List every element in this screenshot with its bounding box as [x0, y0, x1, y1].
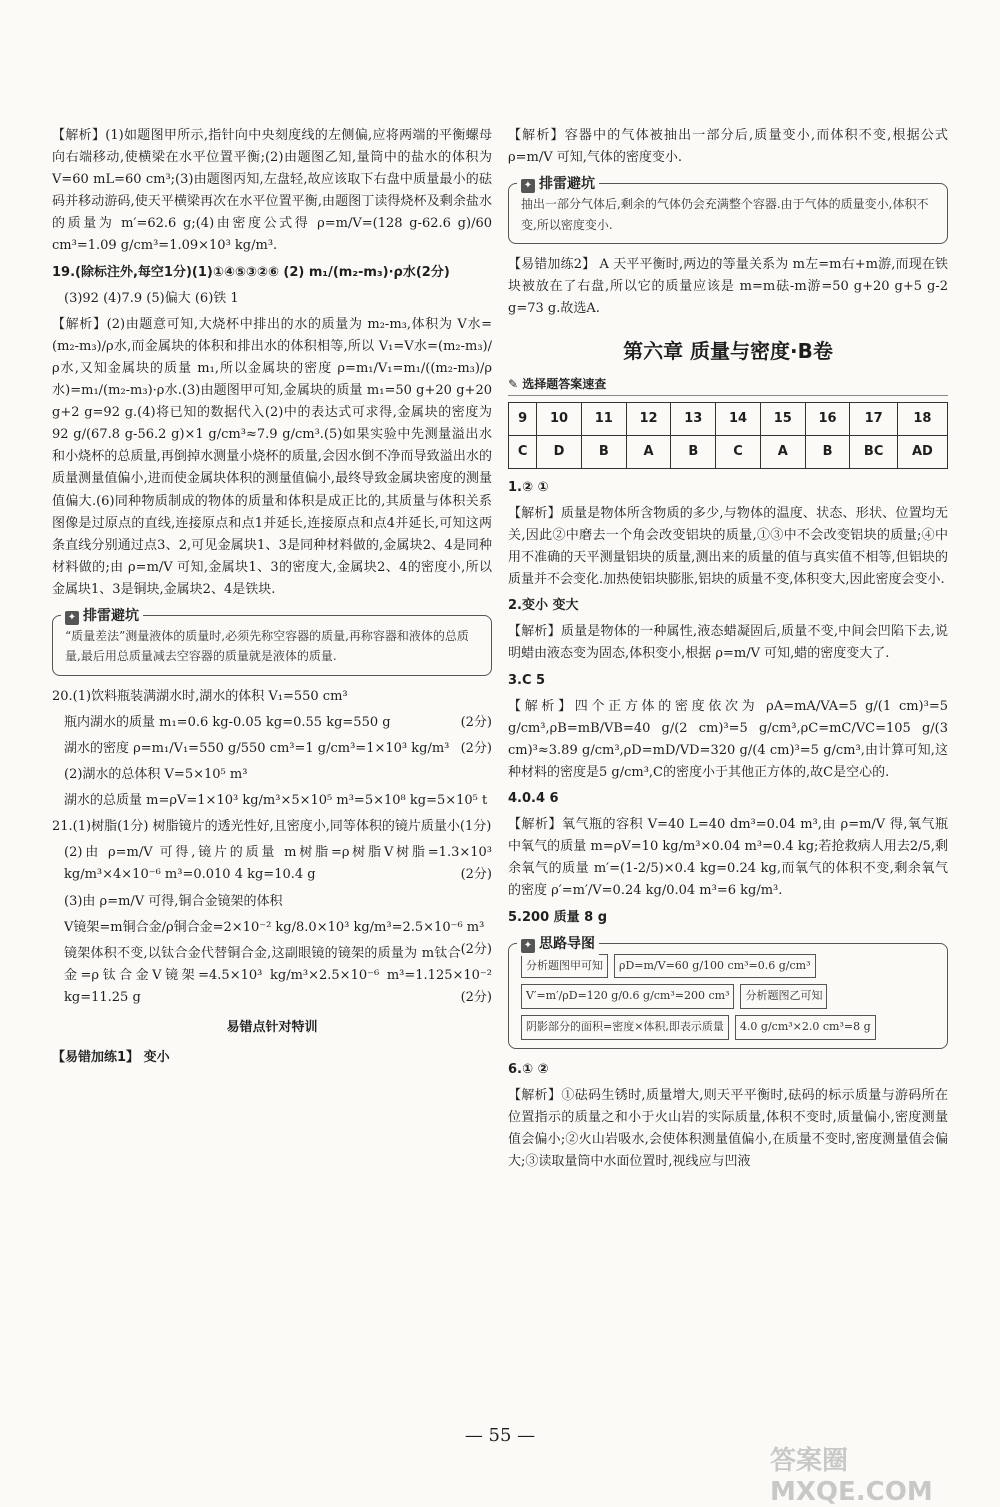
- q19-head: 19.(除标注外,每空1分)(1)①④⑤③②⑥ (2) m₁/(m₂-m₃)·ρ水(2分): [52, 264, 450, 280]
- mind-map-title: ✦ 思路导图: [517, 933, 599, 957]
- q20-line1: 20.(1)饮料瓶装满湖水时,湖水的体积 V₁=550 cm³: [52, 688, 348, 704]
- paragraph: 【解析】(1)如题图甲所示,指针向中央刻度线的左侧偏,应将两端的平衡螺母向右端移动,使横梁在水平位置平衡;(2)由题图乙知,量筒中的盐水的体积为 V=60 mL=60 cm³;(3)由题图丙知,左盘轻,故应该取下右盘中质量最小的砝码并移动游码,使天平横梁再次在水平位置平衡,由题图丁读得烧杯及剩余盐水的质量为 m′=62.6 g;(4)由密度公式得 ρ=m/V=(128 g-62.6 g)/60 cm³=1.09 g/cm³=1.09×10³ kg/m³.: [52, 128, 492, 254]
- chapter-title: 第六章 质量与密度·B卷: [623, 339, 833, 364]
- q3-answer: 3.C 5: [508, 672, 546, 688]
- mind-node: 阴影部分的面积=密度×体积,即表示质量: [521, 1015, 729, 1040]
- tip-box: [508, 176, 948, 244]
- q4-answer: 4.0.4 6: [508, 791, 559, 807]
- q19-answers: (3)92 (4)7.9 (5)偏大 (6)铁 1: [64, 290, 239, 306]
- mind-map-icon: ✦: [521, 939, 535, 953]
- mind-node: ρD=m/V=60 g/100 cm³=0.6 g/cm³: [614, 954, 816, 979]
- q2-answer: 2.变小 变大: [508, 598, 579, 614]
- q21-line1: 21.(1)树脂(1分) 树脂镜片的透光性好,且密度小,同等体积的镜片质量小(1分): [52, 819, 492, 835]
- right-column: [508, 125, 948, 1177]
- left-column: [52, 125, 492, 1073]
- q21-line5: 镜架体积不变,以钛合金代替铜合金,这副眼镜的镜架的质量为 m钛合金=ρ钛合金V镜架=4.5×10³ kg/m³×2.5×10⁻⁶ m³=1.125×10⁻² kg=11.25 g (2分): [64, 945, 492, 1005]
- q6-answer: 6.① ②: [508, 1061, 549, 1077]
- tip-box: [52, 607, 492, 676]
- q21-line4: V镜架=m铜合金/ρ铜合金=2×10⁻² kg/8.0×10³ kg/m³=2.5×10⁻⁶ m³ (2分): [64, 919, 492, 957]
- tip-box-title: ✦ 排雷避坑: [61, 605, 143, 629]
- watermark: 答案圈 MXQE.COM: [770, 1446, 933, 1507]
- answer-table: [508, 402, 948, 469]
- q3-analysis: 【解析】四个正方体的密度依次为 ρA=mA/VA=5 g/(1 cm)³=5 g/cm³,ρB=mB/VB=40 g/(2 cm)³=5 g/cm³,ρC=mC/VC=105 g/(3 cm)³≈3.89 g/cm³,ρD=mD/VD=320 g/(4 cm)³=5 g/cm³,由计算可知,这种材料的密度是5 g/cm³,C的密度小于其他正方体的,故C是空心的.: [508, 698, 948, 780]
- tip-icon: ✦: [65, 611, 79, 625]
- answer-table-answers: C D B A B C A B BC AD: [509, 435, 948, 468]
- paragraph: 【解析】容器中的气体被抽出一部分后,质量变小,而体积不变,根据公式 ρ=m/V 可知,气体的密度变小.: [508, 128, 948, 166]
- q5-answer: 5.200 质量 8 g: [508, 909, 608, 925]
- q21-line3: (3)由 ρ=m/V 可得,铜合金镜架的体积: [64, 893, 283, 909]
- answer-table-numbers: 9 10 11 12 13 14 15 16 17 18: [509, 402, 948, 435]
- q1-analysis: 【解析】质量是物体所含物质的多少,与物体的温度、状态、形状、位置均无关,因此②中磨去一个角会改变铝块的质量,①③中不会改变铝块的质量;④中用不准确的天平测量铝块的质量,测出来的质量的值与真实值不相等,但铝块的质量并不会变化.加热使铝块膨胀,铝块的质量不变,体积变大,因此密度会变小.: [508, 505, 948, 588]
- special-title: 易错点针对特训: [226, 1019, 318, 1035]
- mind-node: 分析题图甲可知: [521, 954, 608, 979]
- extra-practice-2: 【易错加练2】 A 天平平衡时,两边的等量关系为 m左=m右+m游,而现在铁块被放在了右盘,所以它的质量应该是 m=m砝-m游=50 g+20 g+5 g-2 g=73 g.故选A.: [508, 256, 948, 317]
- q4-analysis: 【解析】氧气瓶的容积 V=40 L=40 dm³=0.04 m³,由 ρ=m/V 得,氧气瓶中氧气的质量 m=ρV=10 kg/m³×0.04 m³=0.4 kg;若抢救病人用去2/5,剩余氧气的质量 m′=(1-2/5)×0.4 kg=0.24 kg,而氧气的体积不变,剩余氧气的密度 ρ′=m′/V=0.24 kg/0.04 m³=6 kg/m³.: [508, 817, 948, 899]
- q20-line4: (2)湖水的总体积 V=5×10⁵ m³: [64, 767, 248, 783]
- q21-line2: (2)由 ρ=m/V 可得,镜片的质量 m树脂=ρ树脂V树脂=1.3×10³ kg/m³×4×10⁻⁶ m³=0.010 4 kg=10.4 g (2分): [64, 845, 492, 883]
- q6-analysis: 【解析】①砝码生锈时,质量增大,则天平平衡时,砝码的标示质量与游码所在位置指示的质量之和小于火山岩的实际质量,体积不变时,质量偏小,密度测量值会偏小;②火山岩吸水,会使体积测量值偏小,在质量不变时,密度测量值会偏大;③读取量筒中水面位置时,视线应与凹液: [508, 1087, 948, 1170]
- q2-analysis: 【解析】质量是物体的一种属性,液态蜡凝固后,质量不变,中间会凹陷下去,说明蜡由液态变为固态,体积变小,根据 ρ=m/V 可知,蜡的密度变大了.: [508, 624, 948, 662]
- mind-node: 4.0 g/cm³×2.0 cm³=8 g: [735, 1015, 876, 1040]
- mind-node: 分析题图乙可知: [740, 984, 827, 1009]
- q19-analysis: 【解析】(2)由题意可知,大烧杯中排出的水的质量为 m₂-m₃,体积为 V水=(m₂-m₃)/ρ水,而金属块的体积和排出水的体积相等,所以 V₁=V水=(m₂-m₃)/ρ水,又知金属块的质量 m₁,所以金属块的密度 ρ=m₁/V₁=m₁/((m₂-m₃)/ρ水)=m₁/(m₂-m₃)·ρ水.(3)由题图甲可知,金属块的质量 m₁=50 g+20 g+20 g+2 g=92 g.(4)将已知的数据代入(2)中的表达式可求得,金属块的密度为 92 g/(67.8 g-56.2 g)×1 g/cm³≈7.9 g/cm³.(5)如果实验中先测量溢出水和小烧杯的总质量,再倒掉水测量小烧杯的质量,会因水倒不净而导致溢出水的质量测量值偏小,进而使金属块体积的测量值偏小,最终导致金属块密度的测量值偏大.(6)同种物质制成的物体的质量和体积是成正比的,其质量与体积关系图像是过原点的直线,连接原点和点1并延长,连接原点和点4并延长,可知这两条直线分别通过点3、2,可见金属块1、3是同种材料做的,金属块2、4是同种材料做的;由 ρ=m/V 可知,金属块1、3的密度大,金属块2、4的密度小,所以金属块1、3是铜块,金属块2、4是铁块.: [52, 316, 492, 597]
- q20-line3: 湖水的密度 ρ=m₁/V₁=550 g/550 cm³=1 g/cm³=1×10³ kg/m³ (2分): [64, 740, 492, 756]
- q20-line2: 瓶内湖水的质量 m₁=0.6 kg-0.05 kg=0.55 kg=550 g (2分): [64, 714, 492, 730]
- tip-icon: ✦: [521, 179, 535, 193]
- mind-map-box: [508, 935, 948, 1049]
- q1-answer: 1.② ①: [508, 479, 549, 495]
- quick-answer-header: ✎ 选择题答案速查: [508, 374, 948, 395]
- tip-box-text: “质量差法”测量液体的质量时,必须先称空容器的质量,再称容器和液体的总质量,最后用总质量减去空容器的质量就是液体的质量.: [65, 628, 469, 664]
- mind-map: [521, 954, 935, 1040]
- page-number: — 55 —: [464, 1425, 536, 1446]
- extra-practice-1: 【易错加练1】 变小: [52, 1050, 170, 1066]
- tip-box-title: ✦ 排雷避坑: [517, 173, 599, 197]
- tip-box-text: 抽出一部分气体后,剩余的气体仍会充满整个容器.由于气体的质量变小,体积不变,所以密度变小.: [521, 197, 929, 232]
- pencil-icon: ✎: [508, 377, 523, 392]
- mind-node: V′=m′/ρD=120 g/0.6 g/cm³=200 cm³: [521, 984, 734, 1009]
- q20-line5: 湖水的总质量 m=ρV=1×10³ kg/m³×5×10⁵ m³=5×10⁸ kg=5×10⁵ t: [64, 793, 488, 809]
